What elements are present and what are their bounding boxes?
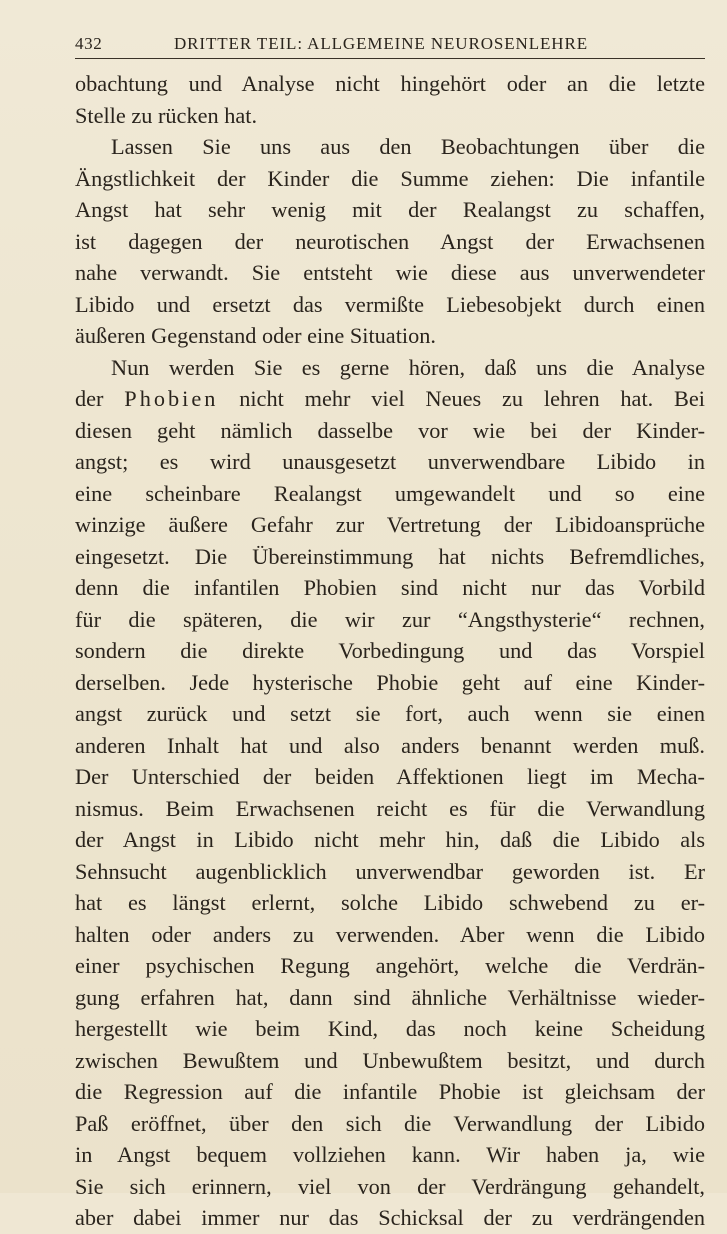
- text-fragment: der: [75, 386, 125, 411]
- page-number: 432: [75, 34, 103, 53]
- text-line: obachtung und Analyse nicht hingehört oder an die letzte: [75, 71, 705, 96]
- chapter-title: DRITTER TEIL: ALLGEMEINE NEUROSENLEHRE: [174, 34, 588, 53]
- text-line: eingesetzt. Die Übereinstimmung hat nichts Befremdliches,: [75, 543, 705, 569]
- text-line: Sie sich erinnern, viel von der Verdrängung gehandelt,: [75, 1173, 705, 1199]
- text-line: einer psychischen Regung angehört, welche die Verdrän-: [75, 953, 705, 978]
- text-line: diesen geht nämlich dasselbe vor wie bei der Kinder-: [75, 417, 705, 443]
- running-head: [75, 30, 705, 58]
- text-line: Ängstlichkeit der Kinder die Summe ziehen: Die infantile: [75, 165, 705, 191]
- text-line: eine scheinbare Realangst umgewandelt und so eine: [75, 480, 705, 506]
- body-text: [75, 68, 705, 1234]
- text-line: hergestellt wie beim Kind, das noch keine Scheidung: [75, 1016, 705, 1041]
- text-line: halten oder anders zu verwenden. Aber wenn die Libido: [75, 921, 705, 947]
- text-line: nahe verwandt. Sie entsteht wie diese aus unverwendeter: [75, 260, 705, 285]
- text-line-with-emphasis: [75, 383, 705, 415]
- text-line: Der Unterschied der beiden Affektionen liegt im Mecha-: [75, 764, 705, 789]
- text-line: winzige äußere Gefahr zur Vertretung der Libidoansprüche: [75, 512, 705, 537]
- text-line: Angst hat sehr wenig mit der Realangst zu schaffen,: [75, 197, 705, 222]
- text-line: der Angst in Libido nicht mehr hin, daß die Libido als: [75, 827, 705, 852]
- text-line: denn die infantilen Phobien sind nicht nur das Vorbild: [75, 575, 705, 600]
- text-line: Paß eröffnet, über den sich die Verwandlung der Libido: [75, 1110, 705, 1136]
- text-line: ist dagegen der neurotischen Angst der Erwachsenen: [75, 228, 705, 254]
- header-rule: [75, 58, 705, 59]
- text-line: sondern die direkte Vorbedingung und das Vorspiel: [75, 638, 705, 663]
- text-line: Stelle zu rücken hat.: [75, 102, 258, 128]
- text-line: nismus. Beim Erwachsenen reicht es für die Verwandlung: [75, 795, 705, 821]
- text-line: für die späteren, die wir zur “Angsthysterie“ rechnen,: [75, 606, 705, 632]
- spaced-emphasis: Phobien: [124, 386, 219, 411]
- text-line: angst; es wird unausgesetzt unverwendbare Libido in: [75, 449, 705, 474]
- text-line: aber dabei immer nur das Schicksal der zu verdrängenden: [75, 1205, 705, 1230]
- text-line: zwischen Bewußtem und Unbewußtem besitzt, und durch: [75, 1047, 705, 1073]
- text-line: Libido und ersetzt das vermißte Liebesobjekt durch einen: [75, 291, 705, 317]
- text-line: Sehnsucht augenblicklich unverwendbar geworden ist. Er: [75, 858, 705, 884]
- text-line: Nun werden Sie es gerne hören, daß uns die Analyse: [111, 354, 705, 380]
- text-line: angst zurück und setzt sie fort, auch wenn sie einen: [75, 701, 705, 726]
- text-line: gung erfahren hat, dann sind ähnliche Verhältnisse wieder-: [75, 984, 705, 1010]
- text-line: Lassen Sie uns aus den Beobachtungen über die: [111, 134, 705, 159]
- text-fragment: nicht mehr viel Neues zu lehren hat. Bei: [218, 386, 705, 411]
- text-line: äußeren Gegenstand oder eine Situation.: [75, 323, 436, 348]
- text-line: derselben. Jede hysterische Phobie geht auf eine Kinder-: [75, 669, 705, 695]
- text-line: anderen Inhalt hat und also anders benannt werden muß.: [75, 732, 705, 758]
- text-line: die Regression auf die infantile Phobie ist gleichsam der: [75, 1079, 705, 1104]
- text-line: in Angst bequem vollziehen kann. Wir haben ja, wie: [75, 1142, 705, 1167]
- text-line: hat es längst erlernt, solche Libido schwebend zu er-: [75, 890, 705, 915]
